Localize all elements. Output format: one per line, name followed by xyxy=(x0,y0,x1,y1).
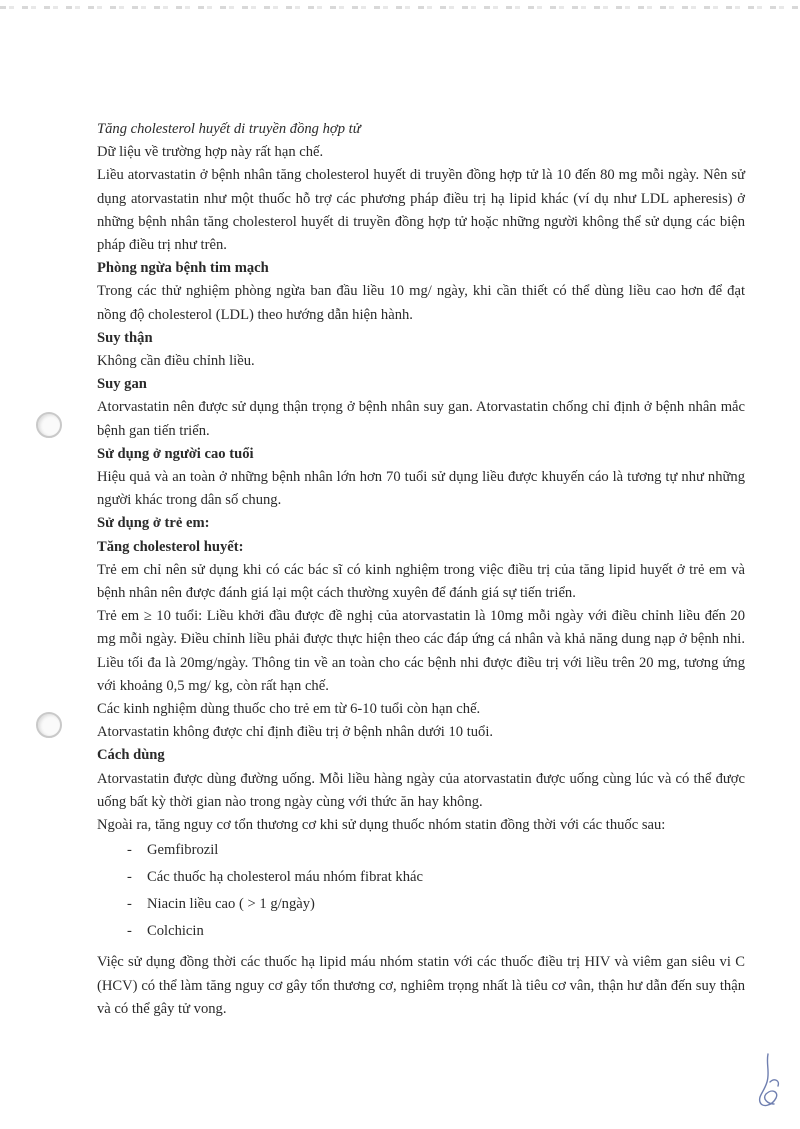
intro-line: Dữ liệu về trường hợp này rất hạn chế. xyxy=(97,144,324,161)
renal-text: Không cần điều chỉnh liều. xyxy=(97,353,255,370)
children-text-3: Các kinh nghiệm dùng thuốc cho trẻ em từ 6-10 tuổi còn hạn chế. xyxy=(97,701,481,718)
section-title: Tăng cholesterol huyết di truyền đồng hợp tử xyxy=(97,121,361,137)
administration-text: Atorvastatin được dùng đường uống. Mỗi liều hàng ngày của atorvastatin được uống cùng lúc và có thể được uống bất kỳ thời gian nào trong ngày cùng với thức ăn hay không. xyxy=(97,770,745,810)
elderly-heading: Sử dụng ở người cao tuổi xyxy=(97,445,254,462)
homozygous-paragraph: Liều atorvastatin ở bệnh nhân tăng cholesterol huyết di truyền đồng hợp tử là 10 đến 80 mg mỗi ngày. Nên sử dụng atorvastatin như một thuốc hỗ trợ các phương pháp điều trị hạ lipid khác (ví dụ như LDL apheresis) ở những bệnh nhân tăng cholesterol huyết di truyền đồng hợp tử hoặc những người không thể sử dụng các biện pháp điều trị như trên. xyxy=(97,167,745,254)
hypercholesterolemia-heading: Tăng cholesterol huyết: xyxy=(97,538,244,555)
children-heading: Sử dụng ở trẻ em: xyxy=(97,515,210,532)
list-item: - Gemfibrozil xyxy=(127,837,745,864)
renal-heading: Suy thận xyxy=(97,329,153,346)
risk-intro: Ngoài ra, tăng nguy cơ tổn thương cơ khi sử dụng thuốc nhóm statin đồng thời với các thuốc sau: xyxy=(97,817,666,834)
hepatic-text: Atorvastatin nên được sử dụng thận trọng ở bệnh nhân suy gan. Atorvastatin chống chỉ định ở bệnh nhân mắc bệnh gan tiến triển. xyxy=(97,399,745,439)
children-text-4: Atorvastatin không được chỉ định điều trị ở bệnh nhân dưới 10 tuổi. xyxy=(97,724,494,741)
children-text-2: Trẻ em ≥ 10 tuổi: Liều khởi đầu được đề nghị của atorvastatin là 10mg mỗi ngày với điều chỉnh liều đến 20 mg mỗi ngày. Điều chỉnh liều phải được thực hiện theo các đáp ứng cá nhân và khả năng dung nạp ở bệnh nhi. Liều tối đa là 20mg/ngày. Thông tin về an toàn cho các bệnh nhi được điều trị với liều trên 20 mg, tương ứng với khoảng 0,5 mg/ kg, còn rất hạn chế. xyxy=(97,608,745,694)
list-item: - Colchicin xyxy=(127,918,745,945)
list-item: - Các thuốc hạ cholesterol máu nhóm fibrat khác xyxy=(127,864,745,891)
handwritten-signature xyxy=(752,1052,786,1112)
punch-hole xyxy=(36,412,62,438)
administration-heading: Cách dùng xyxy=(97,747,165,764)
hepatic-heading: Suy gan xyxy=(97,376,147,393)
punch-hole xyxy=(36,712,62,738)
hiv-hcv-text: Việc sử dụng đồng thời các thuốc hạ lipid máu nhóm statin với các thuốc điều trị HIV và viêm gan siêu vi C (HCV) có thể làm tăng nguy cơ gây tổn thương cơ, nghiêm trọng nhất là tiêu cơ vân, thận hư dẫn đến suy thận và có thể gây tử vong. xyxy=(97,954,745,1017)
children-text-1: Trẻ em chỉ nên sử dụng khi có các bác sĩ có kinh nghiệm trong việc điều trị của tăng lipid huyết ở trẻ em và bệnh nhân nên được đánh giá lại một cách thường xuyên để đánh giá sự tiến triển. xyxy=(97,561,745,602)
interacting-drug-list xyxy=(97,837,745,945)
list-item: - Niacin liều cao ( > 1 g/ngày) xyxy=(127,891,745,918)
elderly-text: Hiệu quả và an toàn ở những bệnh nhân lớn hơn 70 tuổi sử dụng liều được khuyến cáo là tương tự như những người khác trong dân số chung. xyxy=(97,469,745,509)
cvd-text: Trong các thử nghiệm phòng ngừa ban đầu liều 10 mg/ ngày, khi cần thiết có thể dùng liều cao hơn để đạt nồng độ cholesterol (LDL) theo hướng dẫn hiện hành. xyxy=(97,283,745,323)
scan-edge-artifact xyxy=(0,6,800,9)
document-body xyxy=(97,118,745,1021)
cvd-heading: Phòng ngừa bệnh tim mạch xyxy=(97,260,269,277)
